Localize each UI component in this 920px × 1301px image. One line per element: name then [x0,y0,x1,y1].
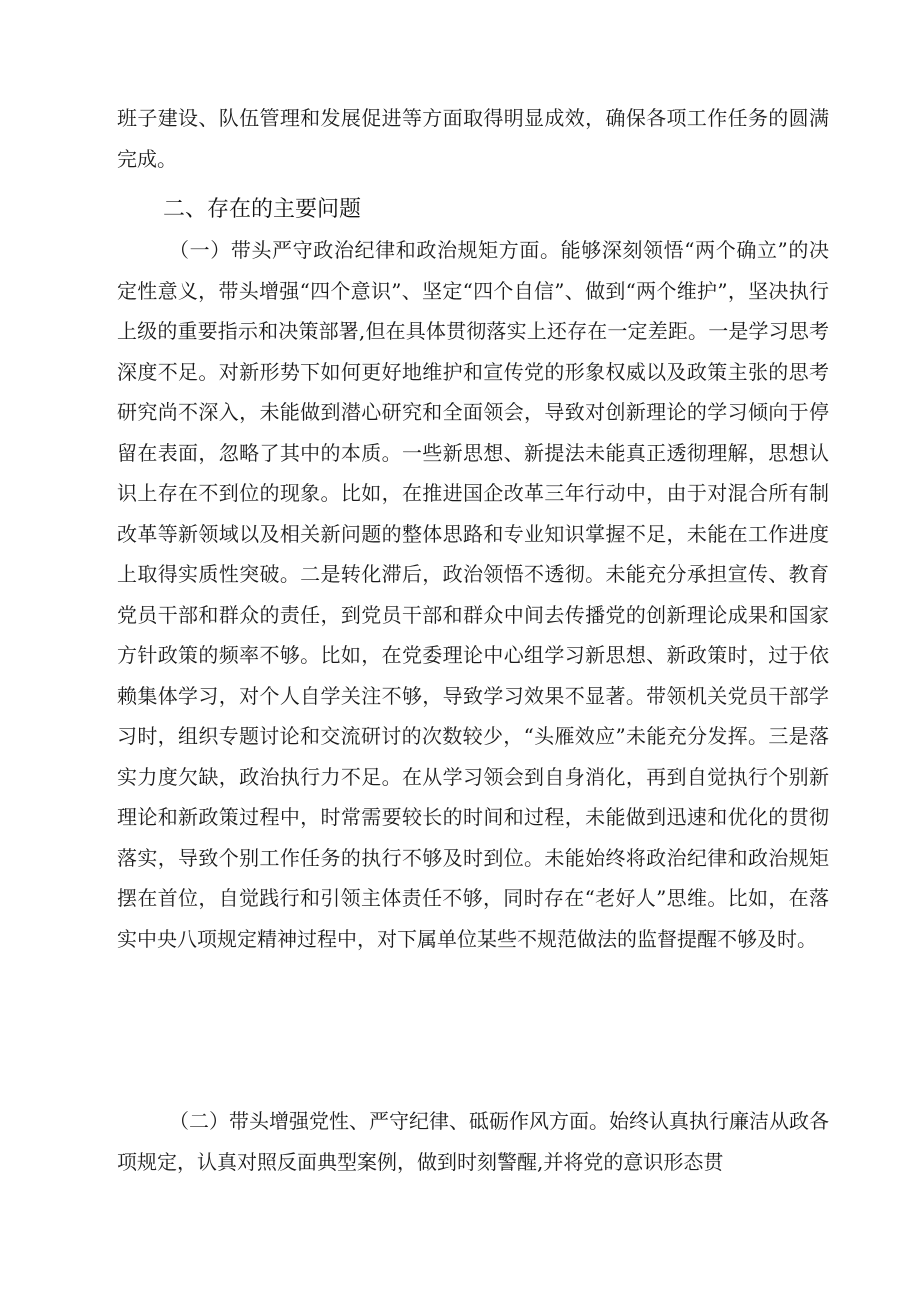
paragraph-party-spirit: （二）带头增强党性、严守纪律、砥砺作风方面。始终认真执行廉洁从政各项规定，认真对照反面典型案例，做到时刻警醒,并将党的意识形态贯 [117,1109,829,1174]
intro-paragraph: 班子建设、队伍管理和发展促进等方面取得明显成效，确保各项工作任务的圆满完成。 [117,106,829,171]
section-heading: 二、存在的主要问题 [163,197,362,222]
paragraph-political-discipline: （一）带头严守政治纪律和政治规矩方面。能够深刻领悟“两个确立”的决定性意义，带头增强“四个意识”、坚定“四个自信”、做到“两个维护”，坚决执行上级的重要指示和决策部署,但在具体贯彻落实上还存在一定差距。一是学习思考深度不足。对新形势下如何更好地维护和宣传党的形象权威以及政策主张的思考研究尚不深入，未能做到潜心研究和全面领会，导致对创新理论的学习倾向于停留在表面，忽略了其中的本质。一些新思想、新提法未能真正透彻理解，思想认识上存在不到位的现象。比如，在推进国企改革三年行动中，由于对混合所有制改革等新领域以及相关新问题的整体思路和专业知识掌握不足，未能在工作进度上取得实质性突破。二是转化滞后，政治领悟不透彻。未能充分承担宣传、教育党员干部和群众的责任，到党员干部和群众中间去传播党的创新理论成果和国家方针政策的频率不够。比如，在党委理论中心组学习新思想、新政策时，过于依赖集体学习，对个人自学关注不够，导致学习效果不显著。带领机关党员干部学习时，组织专题讨论和交流研讨的次数较少，“头雁效应”未能充分发挥。三是落实力度欠缺，政治执行力不足。在从学习领会到自身消化，再到自觉执行个别新理论和新政策过程中，时常需要较长的时间和过程，未能做到迅速和优化的贯彻落实，导致个别工作任务的执行不够及时到位。未能始终将政治纪律和政治规矩摆在首位，自觉践行和引领主体责任不够，同时存在“老好人”思维。比如，在落实中央八项规定精神过程中，对下属单位某些不规范做法的监督提醒不够及时。 [117,238,829,951]
